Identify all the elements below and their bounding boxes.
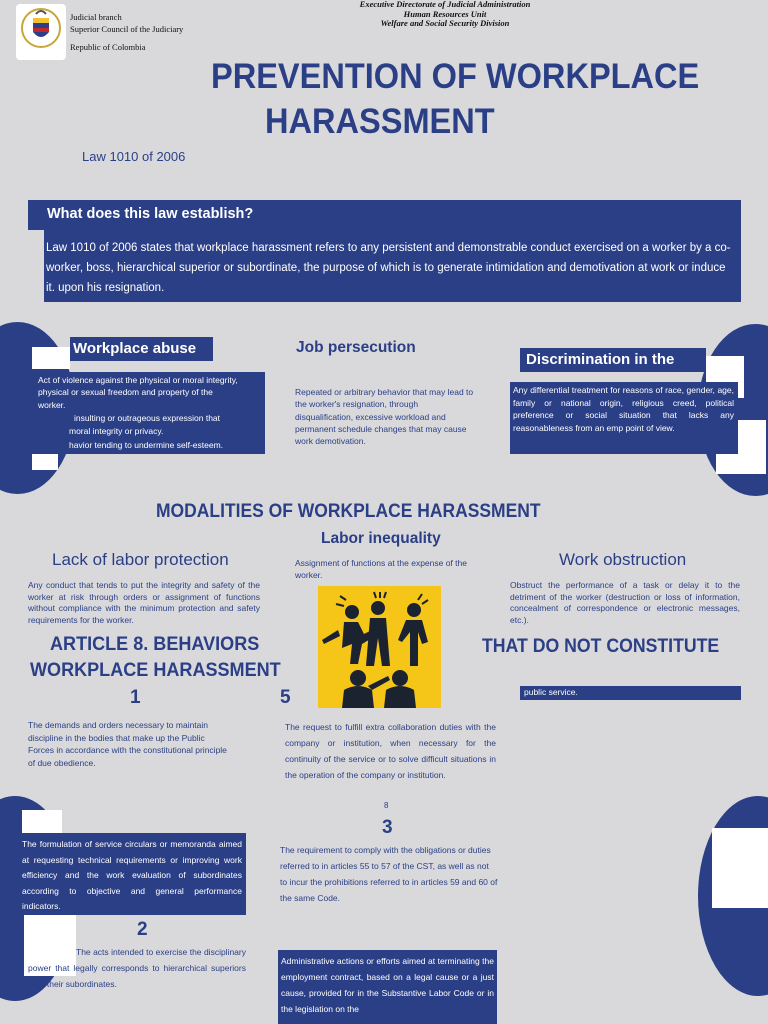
- item-number-2: 2: [137, 919, 148, 940]
- public-service-text: public service.: [524, 687, 578, 697]
- decor-white-bottom-right: [712, 828, 768, 908]
- establish-text: Law 1010 of 2006 states that workplace harassment refers to any persistent and demonstrable conduct exercised on a worker by a co-worker, boss, hierarchical superior or subordinate, the purpose of which is to generate intimidation and demotivation at work or induce it. upon his resignation.: [46, 242, 731, 294]
- discrimination-title-bar: [520, 348, 706, 372]
- protection-title: Lack of labor protection: [52, 550, 229, 569]
- directorate-lines: [330, 0, 560, 29]
- coat-of-arms-icon: [16, 4, 66, 60]
- discrimination-text: Any differential treatment for reasons of race, gender, age, family or national origin, religious creed, political preference or social situation that lacks any reasonableness from an emp point of view.: [513, 385, 734, 433]
- abuse-line: moral integrity or privacy.: [69, 426, 164, 436]
- establish-heading: What does this law establish?: [47, 206, 254, 222]
- abuse-title-bar: [70, 337, 213, 361]
- admin-actions-box: [278, 950, 497, 1024]
- item-text-3: The requirement to comply with the obligations or duties referred to in articles 55 to 57 of the CST, as well as not to incur the prohibitions referred to in articles 59 and 60 of the same Code.: [280, 845, 498, 903]
- abuse-title: Workplace abuse: [73, 340, 197, 357]
- inequality-title: Labor inequality: [321, 530, 441, 547]
- item-number-1: 1: [130, 687, 141, 708]
- persecution-title: Job persecution: [296, 339, 416, 356]
- discrimination-title: Discrimination in the: [526, 351, 675, 368]
- abuse-list-box: [14, 372, 265, 454]
- public-service-bar: [520, 686, 741, 700]
- harassment-illustration-icon: [318, 586, 441, 708]
- org-line: Judicial branch: [70, 12, 122, 22]
- modalities-heading: MODALITIES OF WORKPLACE HARASSMENT: [156, 501, 541, 522]
- inequality-text: Assignment of functions at the expense of the worker.: [295, 558, 467, 581]
- item-text-2: The acts intended to exercise the disciplinary power that legally corresponds to hierarchical superiors over their subordinates.: [28, 947, 246, 989]
- abuse-line: worker.: [38, 400, 66, 410]
- protection-text: Any conduct that tends to put the integrity and safety of the worker at risk through orders or assignment of functions without compliance with the minimum protection and safety requirements for the worker.: [28, 580, 260, 625]
- page-title-line1: PREVENTION OF WORKPLACE: [211, 57, 700, 96]
- article8-line1: ARTICLE 8. BEHAVIORS: [50, 634, 260, 655]
- circulars-box: [18, 833, 246, 915]
- org-line: Superior Council of the Judiciary: [70, 24, 184, 34]
- logo-box: [16, 4, 66, 60]
- abuse-line: physical or sexual freedom and property of the: [38, 387, 213, 397]
- item-number-3: 3: [382, 817, 393, 838]
- org-line: Republic of Colombia: [70, 42, 146, 52]
- admin-actions-text: Administrative actions or efforts aimed at terminating the employment contract, based on a legal cause or a just cause, provided for in the Substantive Labor Code or in the legislation on the: [281, 956, 494, 1014]
- page-title-line2: HARASSMENT: [265, 102, 495, 141]
- abuse-line: havior tending to undermine self-esteem.: [69, 440, 224, 450]
- persecution-text: Repeated or arbitrary behavior that may lead to the worker's resignation, through disqualification, excessive workload and permanent schedule changes that may cause work demotivation.: [295, 387, 474, 447]
- decor-white-left-1: [32, 347, 70, 369]
- article8-line2: WORKPLACE HARASSMENT: [30, 660, 281, 681]
- item-number-5: 5: [280, 687, 291, 708]
- directorate-line: Welfare and Social Security Division: [380, 18, 510, 28]
- item-text-5: The request to fulfill extra collaboration duties with the company or institution, when necessary for the continuity of the service or to solve difficult situations in the operation of the company or institution.: [285, 722, 496, 780]
- abuse-line: insulting or outrageous expression that: [74, 413, 221, 423]
- directorate-line: Executive Directorate of Judicial Administration: [359, 0, 531, 9]
- discrimination-text-box: [510, 382, 738, 454]
- org-lines: [70, 11, 183, 53]
- item-text-1: The demands and orders necessary to maintain discipline in the bodies that make up the Public Forces in accordance with the constitutional principle of due obedience.: [28, 720, 227, 768]
- establish-text-box: [44, 230, 741, 302]
- establish-heading-bar: [28, 200, 741, 230]
- directorate-line: Human Resources Unit: [403, 8, 487, 19]
- item-number-8: 8: [384, 801, 389, 810]
- obstruction-title: Work obstruction: [559, 550, 687, 569]
- circulars-text: The formulation of service circulars or memoranda aimed at requesting technical requirements or improving work efficiency and the work evaluation of subordinates according to objective and general performance indicators.: [22, 839, 242, 911]
- obstruction-text: Obstruct the performance of a task or delay it to the detriment of the worker (destruction or loss of information, concealment of correspondence or electronic messages, etc.).: [510, 580, 740, 625]
- harassment-illustration: [318, 586, 441, 708]
- article8-right: THAT DO NOT CONSTITUTE: [482, 636, 720, 657]
- abuse-line: Act of violence against the physical or moral integrity,: [38, 375, 238, 385]
- law-reference: Law 1010 of 2006: [82, 149, 186, 164]
